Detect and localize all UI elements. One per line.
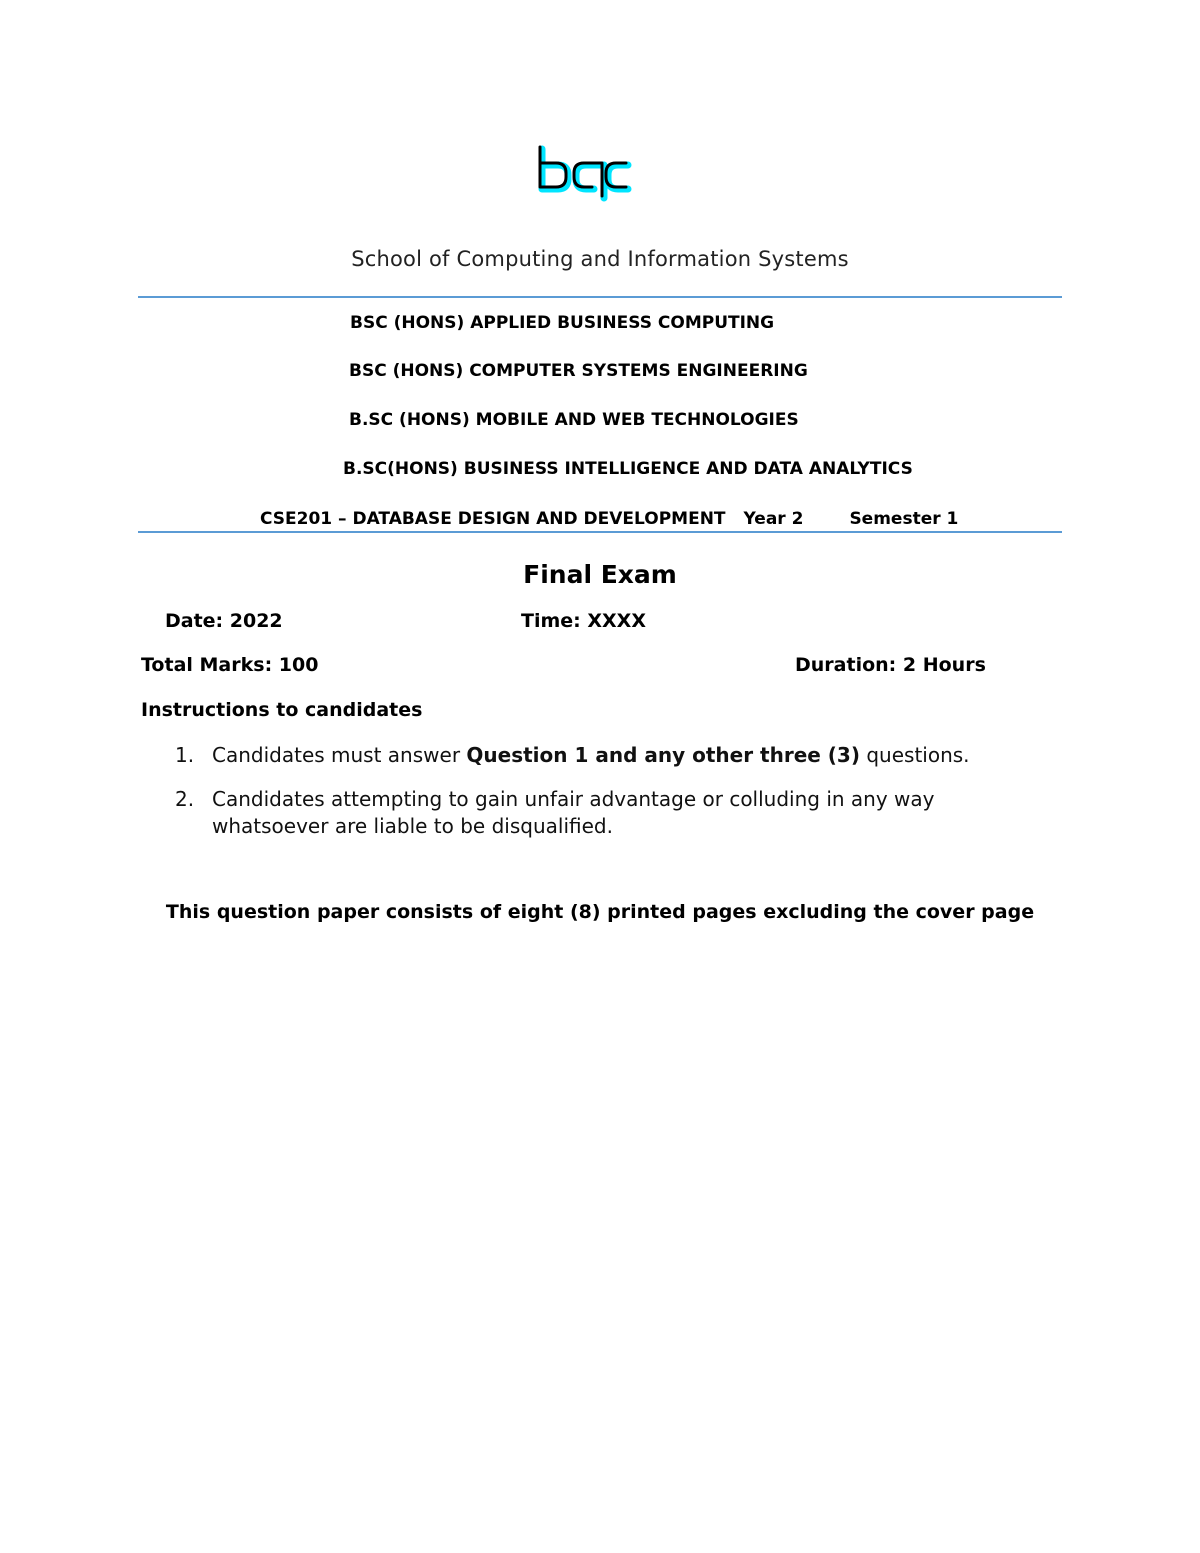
program-line: B.SC (HONS) MOBILE AND WEB TECHNOLOGIES xyxy=(349,410,799,430)
exam-time: Time: XXXX xyxy=(521,610,646,632)
instruction-number: 1. xyxy=(175,743,195,767)
exam-title: Final Exam xyxy=(523,560,677,589)
course-info-line xyxy=(260,509,958,529)
header-top-rule xyxy=(138,296,1062,298)
course-semester: Semester 1 xyxy=(849,509,959,529)
exam-date: Date: 2022 xyxy=(165,610,283,632)
course-year: Year 2 xyxy=(743,509,804,529)
instruction-text: questions. xyxy=(859,743,970,767)
program-line: B.SC(HONS) BUSINESS INTELLIGENCE AND DATA ANALYTICS xyxy=(343,459,913,479)
instruction-item xyxy=(212,743,970,767)
instruction-text: whatsoever are liable to be disqualified. xyxy=(212,814,613,838)
instruction-text: Candidates attempting to gain unfair advantage or colluding in any way xyxy=(212,787,935,811)
bac-logo-icon xyxy=(532,140,632,202)
page-count-note: This question paper consists of eight (8) printed pages excluding the cover page xyxy=(165,901,1035,923)
instructions-heading: Instructions to candidates xyxy=(141,699,423,721)
school-name: School of Computing and Information Systems xyxy=(351,247,849,271)
instruction-text: Candidates must answer xyxy=(212,743,467,767)
header-bottom-rule xyxy=(138,531,1062,533)
exam-duration: Duration: 2 Hours xyxy=(795,654,986,676)
course-title: CSE201 – DATABASE DESIGN AND DEVELOPMENT xyxy=(260,509,726,529)
program-line: BSC (HONS) COMPUTER SYSTEMS ENGINEERING xyxy=(349,361,808,381)
total-marks: Total Marks: 100 xyxy=(141,654,319,676)
program-line: BSC (HONS) APPLIED BUSINESS COMPUTING xyxy=(350,313,775,333)
instruction-number: 2. xyxy=(175,787,195,811)
instruction-emphasis: Question 1 and any other three (3) xyxy=(466,743,860,767)
